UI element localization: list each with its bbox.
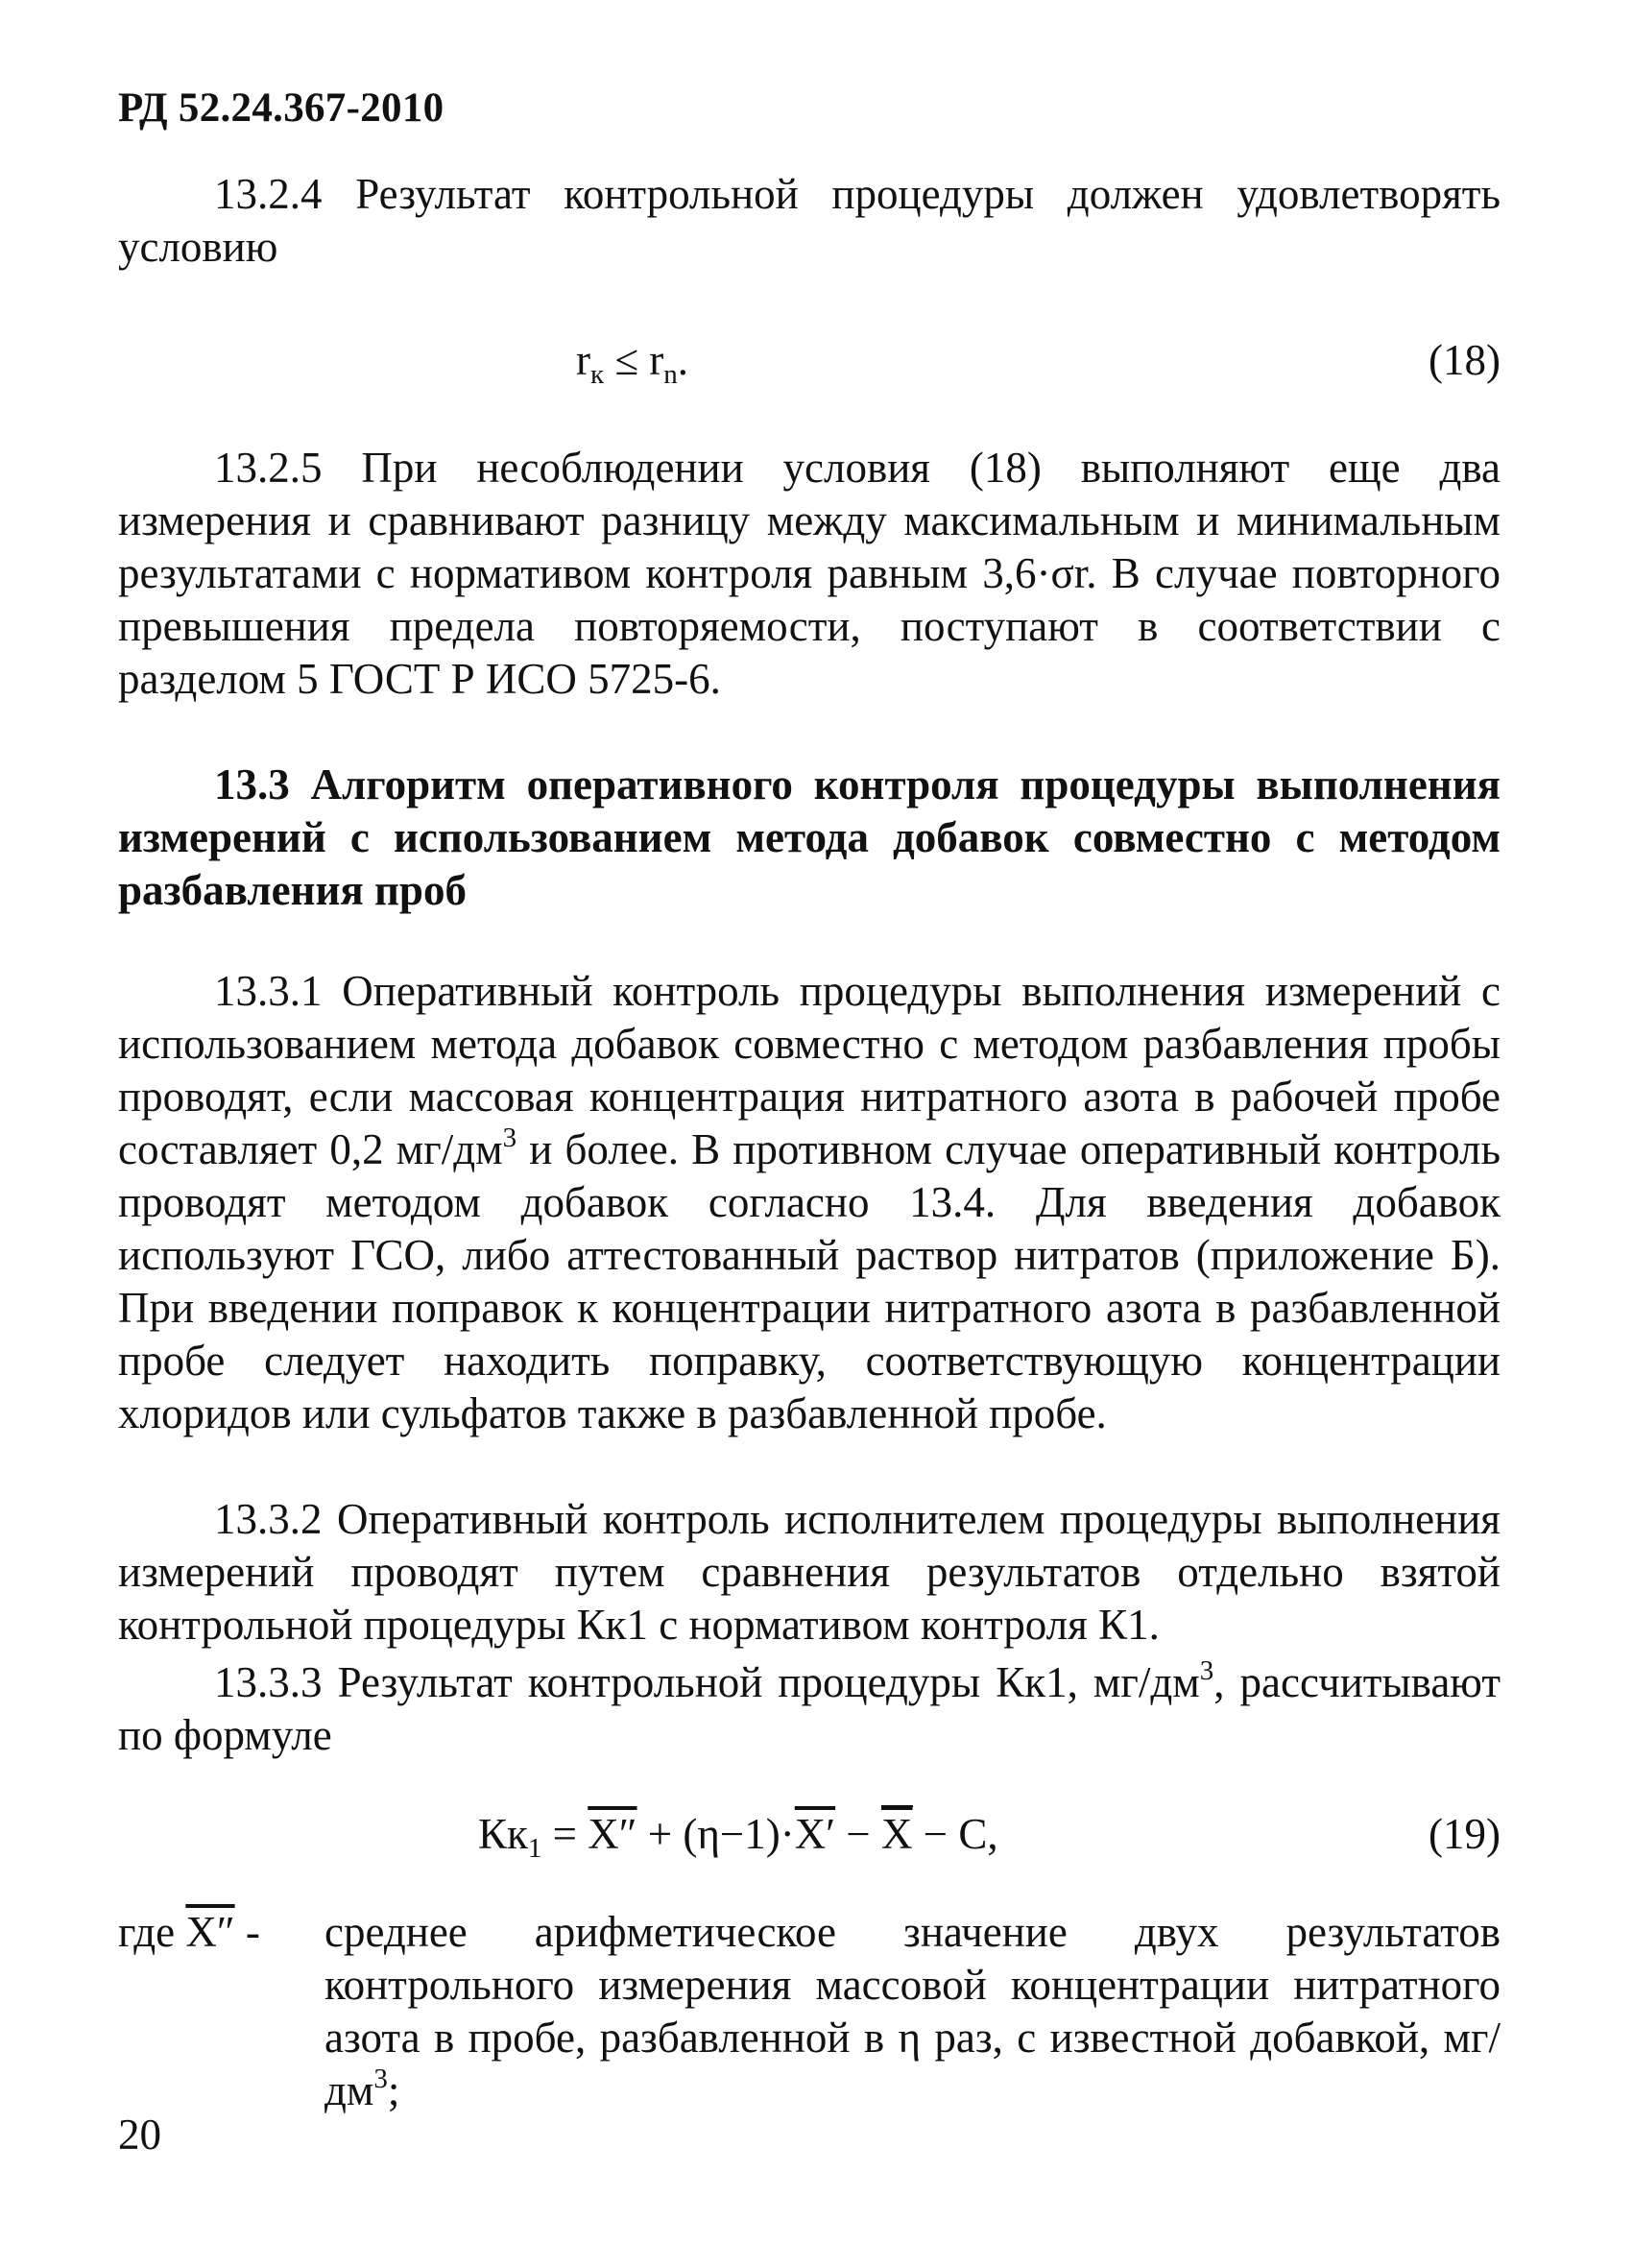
equation-18-number: (18) <box>1429 336 1501 384</box>
paragraph-13-3-1: 13.3.1 Оперативный контроль процедуры выполнения измерений с использованием метода добавок совместно с методом разбавления пробы проводят, если массовая концентрация нитратного азота в рабочей пробе составляет 0,2 $мг/дм^3$ и более. В противном случае оперативный контроль проводят методом добавок согласно 13.4. Для введения добавок используют ГСО, либо аттестованный раствор нитратов (приложение Б). При введении поправок к концентрации нитратного азота в разбавленной пробе следует находить поправку, соответствующую концентрации хлоридов или сульфатов также в разбавленной пробе. <box>118 967 1501 1437</box>
equation-19-formula: $Кк_1 = X'' + (\eta-1)\cdot X' - \overline{X} - C$, <box>478 1805 998 1863</box>
where-description: среднее арифметическое значение двух результатов контрольного измерения массовой концентрации нитратного азота в пробе, разбавленной в η раз, с известной добавкой, $мг/дм^3$; <box>324 1908 1501 2114</box>
equation-19 <box>118 1805 1501 1863</box>
paragraph-13-2-5: 13.2.5 При несоблюдении условия (18) выполняют еще два измерения и сравнивают разницу между максимальным и минимальным результатами с нормативом контроля равным 3,6·σr. В случае повторного превышения предела повторяемости, поступают в соответствии с разделом 5 ГОСТ Р ИСО 5725-6. <box>118 444 1501 703</box>
section-heading-13-3: 13.3 Алгоритм оперативного контроля процедуры выполнения измерений с использованием метода добавок совместно с методом разбавления проб <box>118 760 1501 914</box>
where-label: где X″ - <box>118 1908 260 1956</box>
equation-18 <box>118 331 1501 389</box>
paragraph-13-2-4: 13.2.4 Результат контрольной процедуры должен удовлетворять условию <box>118 170 1501 271</box>
equation-18-formula: $r_к \le r_n$. <box>576 336 689 390</box>
document-code-header: РД 52.24.367-2010 <box>118 85 444 131</box>
paragraph-13-3-3: 13.3.3 Результат контрольной процедуры Кк1, $мг/дм^3$, рассчитывают по формуле <box>118 1655 1501 1759</box>
paragraph-13-3-2: 13.3.2 Оперативный контроль исполнителем процедуры выполнения измерений проводят путем сравнения результатов отдельно взятой контрольной процедуры Кк1 с нормативом контроля К1. <box>118 1495 1501 1649</box>
equation-19-number: (19) <box>1429 1810 1501 1858</box>
page-number: 20 <box>118 2111 161 2159</box>
